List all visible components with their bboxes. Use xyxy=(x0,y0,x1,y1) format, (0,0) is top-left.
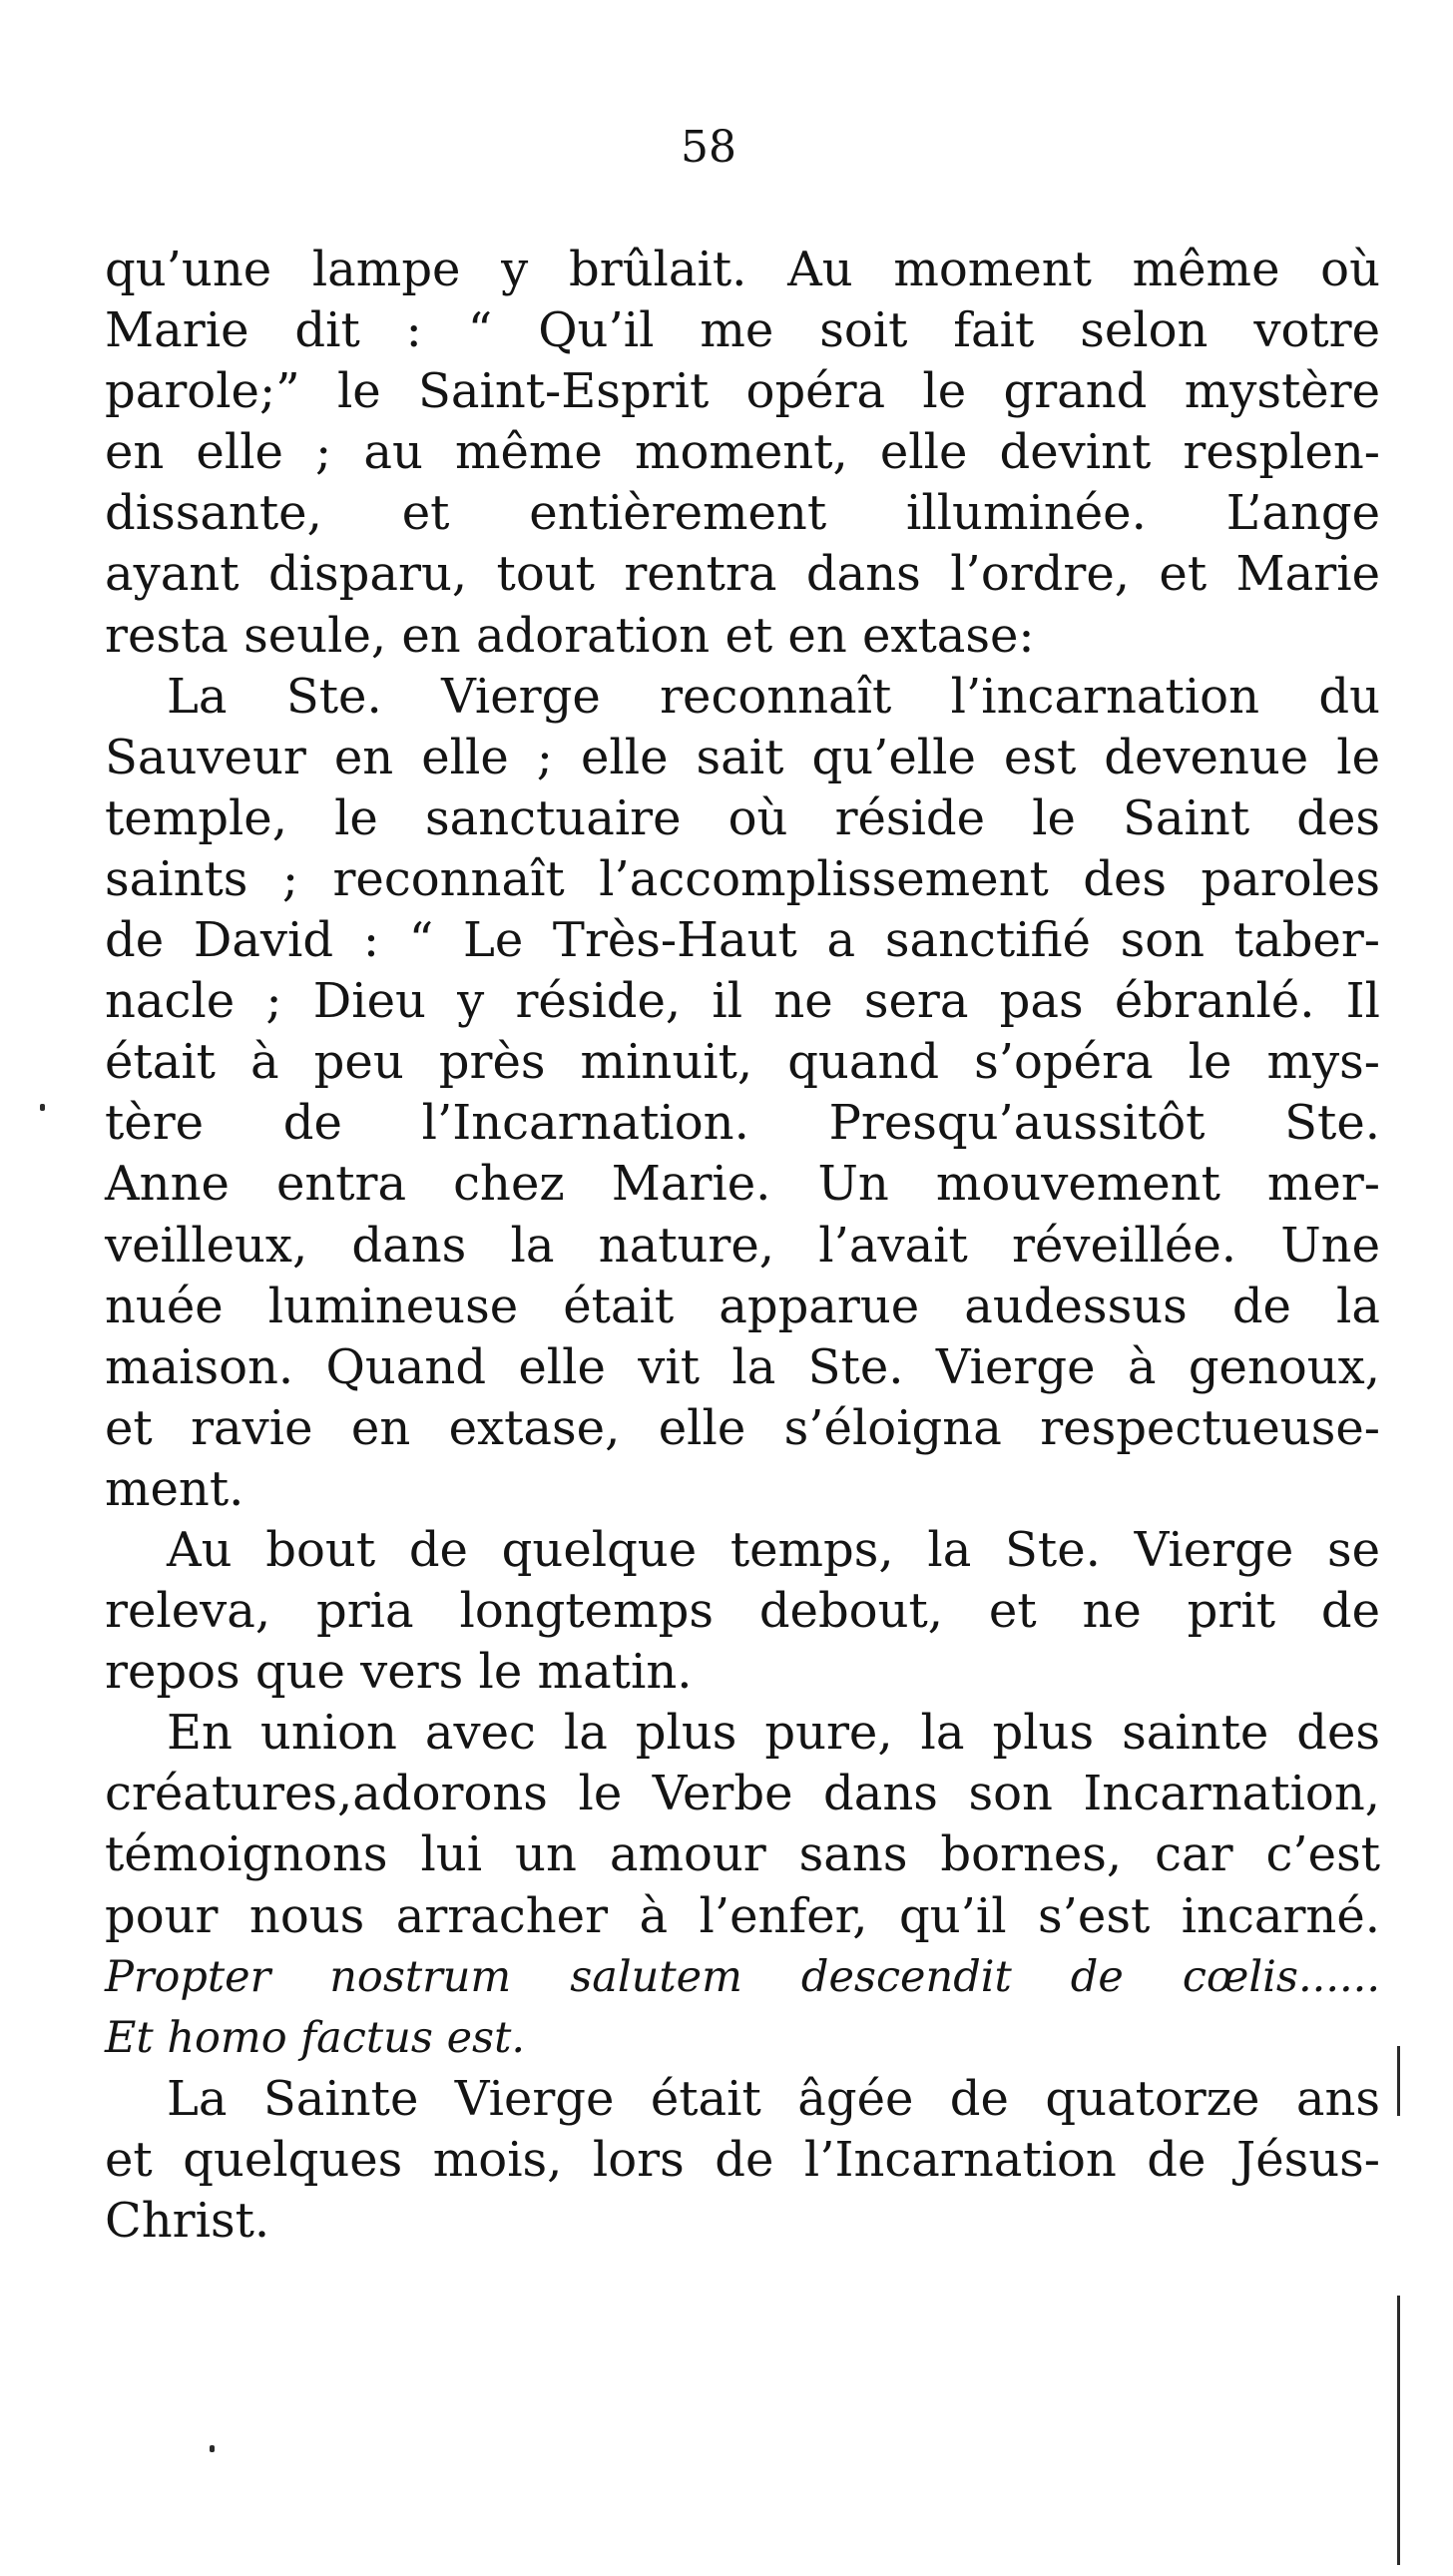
latin-quotation-line: Propter nostrum salutem descendit de cœlis...... xyxy=(105,1951,1380,2002)
text-line: nacle ; Dieu y réside, il ne sera pas ébranlé. Il xyxy=(105,973,1380,1030)
text-line: veilleux, dans la nature, l’avait réveillée. Une xyxy=(105,1217,1380,1274)
text-line: saints ; reconnaît l’accomplissement des paroles xyxy=(105,850,1380,907)
text-line: créatures,adorons le Verbe dans son Incarnation, xyxy=(105,1766,1380,1822)
text-line: était à peu près minuit, quand s’opéra le mys- xyxy=(105,1034,1380,1091)
scan-speck xyxy=(40,1104,45,1111)
scan-margin-line xyxy=(1397,2296,1400,2565)
text-line: pour nous arracher à l’enfer, qu’il s’est incarné. xyxy=(105,1887,1380,1944)
text-line: La Sainte Vierge était âgée de quatorze ans xyxy=(167,2070,1380,2127)
text-line: en elle ; au même moment, elle devint resplen- xyxy=(105,424,1380,481)
text-line: En union avec la plus pure, la plus sainte des xyxy=(167,1705,1380,1762)
text-line: nuée lumineuse était apparue audessus de la xyxy=(105,1278,1380,1334)
scan-speck xyxy=(210,2445,215,2452)
text-line: temple, le sanctuaire où réside le Saint des xyxy=(105,789,1380,846)
text-line: Au bout de quelque temps, la Ste. Vierge se xyxy=(167,1521,1380,1578)
text-line: maison. Quand elle vit la Ste. Vierge à genoux, xyxy=(105,1338,1380,1395)
latin-quotation-line: Et homo factus est. xyxy=(105,2012,526,2063)
text-line: qu’une lampe y brûlait. Au moment même où xyxy=(105,242,1380,297)
text-line: Sauveur en elle ; elle sait qu’elle est devenue le xyxy=(105,729,1380,785)
text-line: ment. xyxy=(105,1460,244,1517)
text-line: ayant disparu, tout rentra dans l’ordre, et Marie xyxy=(105,546,1380,603)
text-line: et ravie en extase, elle s’éloigna respectueuse- xyxy=(105,1399,1380,1456)
text-line: et quelques mois, lors de l’Incarnation de Jésus- xyxy=(105,2131,1380,2188)
text-line: Anne entra chez Marie. Un mouvement mer- xyxy=(105,1156,1380,1213)
text-line: parole;” le Saint-Esprit opéra le grand mystère xyxy=(105,363,1380,420)
scan-margin-line xyxy=(1397,2046,1400,2116)
text-line: Christ. xyxy=(105,2193,270,2249)
text-line: repos que vers le matin. xyxy=(105,1644,693,1701)
text-line: dissante, et entièrement illuminée. L’ange xyxy=(105,485,1380,542)
text-line: releva, pria longtemps debout, et ne prit de xyxy=(105,1583,1380,1640)
text-line: témoignons lui un amour sans bornes, car c’est xyxy=(105,1826,1380,1883)
text-line: de David : “ Le Très-Haut a sanctifié son taber- xyxy=(105,912,1380,969)
text-line: tère de l’Incarnation. Presqu’aussitôt Ste. xyxy=(105,1095,1380,1152)
page-number: 58 xyxy=(681,122,736,173)
text-line: resta seule, en adoration et en extase: xyxy=(105,607,1035,664)
text-line: La Ste. Vierge reconnaît l’incarnation du xyxy=(167,668,1380,725)
body-text xyxy=(105,240,1380,2252)
text-line: Marie dit : “ Qu’il me soit fait selon votre xyxy=(105,302,1380,359)
